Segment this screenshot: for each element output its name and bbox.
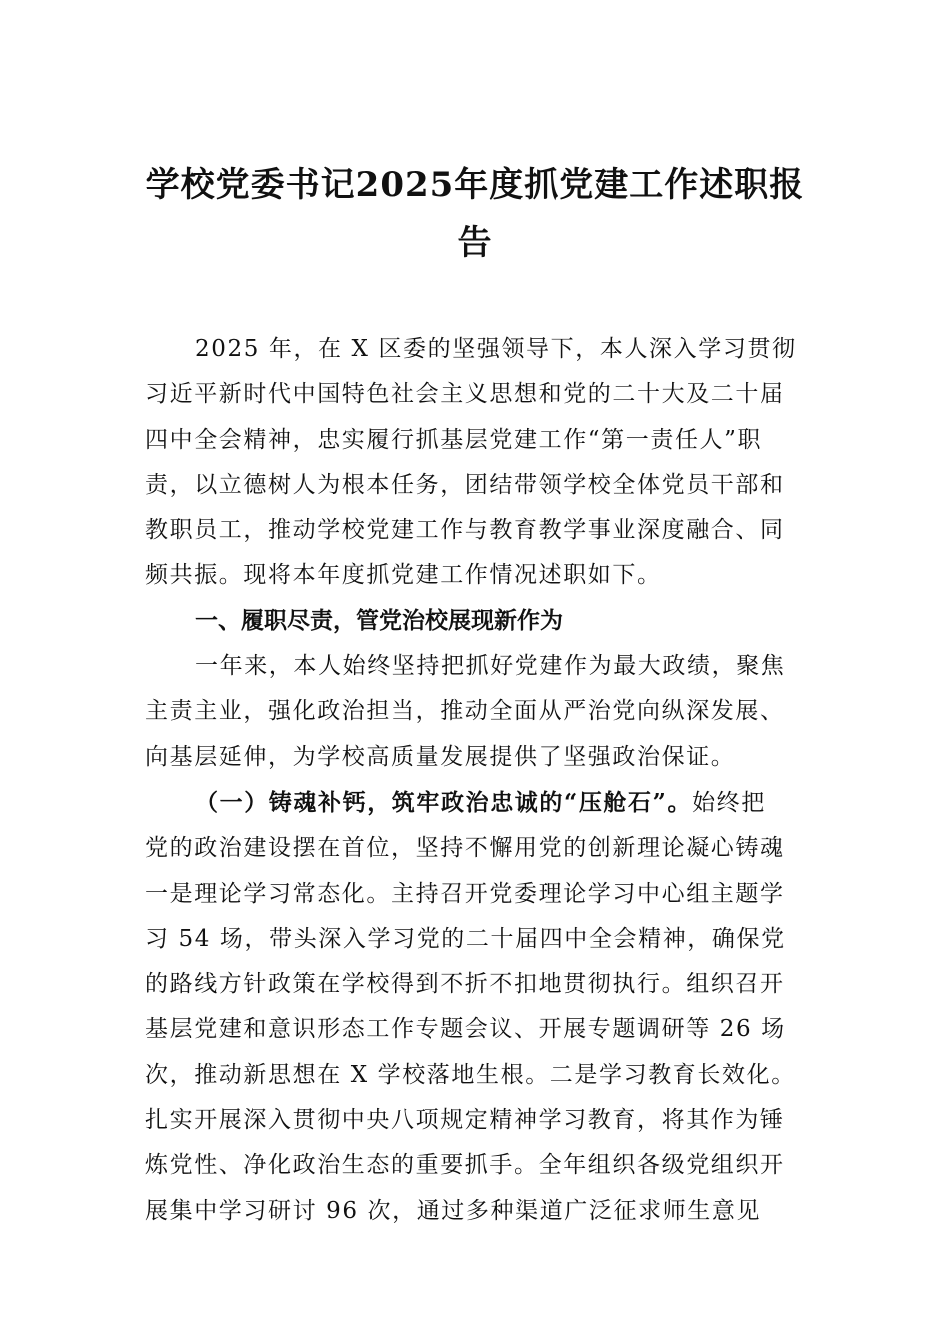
subsection-1-paragraph: [145, 780, 815, 1234]
subsection-1-line: 一是理论学习常态化。主持召开党委理论学习中心组主题学: [145, 880, 785, 907]
subsection-1-line: 习 54 场，带头深入学习党的二十届四中全会精神，确保党: [145, 925, 786, 952]
intro-line: 频共振。现将本年度抓党建工作情况述职如下。: [145, 562, 662, 589]
intro-line: 教职员工，推动学校党建工作与教育教学事业深度融合、同: [145, 517, 785, 544]
section-1-line: 一年来，本人始终坚持把抓好党建作为最大政绩，聚焦: [195, 653, 786, 680]
subsection-1-line: 党的政治建设摆在首位，坚持不懈用党的创新理论凝心铸魂: [145, 835, 785, 862]
subsection-1-first-line: [145, 780, 815, 826]
intro-line: 2025 年，在 X 区委的坚强领导下，本人深入学习贯彻: [195, 336, 797, 362]
section-1-line: 主责主业，强化政治担当，推动全面从严治党向纵深发展、: [145, 698, 785, 725]
document-body: [145, 327, 815, 1234]
subsection-1-lead-rest: 始终把: [692, 789, 766, 816]
title-line-1: 学校党委书记2025年度抓党建工作述职报: [145, 165, 805, 205]
section-1-paragraph: [145, 644, 815, 780]
subsection-1-line: 次，推动新思想在 X 学校落地生根。二是学习教育长效化。: [145, 1061, 796, 1088]
title-line-2: 告: [457, 223, 493, 263]
subsection-1-line: 基层党建和意识形态工作专题会议、开展专题调研等 26 场: [145, 1016, 786, 1043]
intro-line: 习近平新时代中国特色社会主义思想和党的二十大及二十届: [145, 381, 785, 408]
section-1-heading: 一、履职尽责，管党治校展现新作为: [195, 607, 563, 634]
document-title: [140, 156, 810, 272]
subsection-1-lead: （一）铸魂补钙，筑牢政治忠诚的“压舱石”。: [195, 788, 693, 816]
subsection-1-line: 展集中学习研讨 96 次，通过多种渠道广泛征求师生意见: [145, 1197, 762, 1224]
subsection-1-line: 炼党性、净化政治生态的重要抓手。全年组织各级党组织开: [145, 1152, 785, 1179]
subsection-1-line: 的路线方针政策在学校得到不折不扣地贯彻执行。组织召开: [145, 971, 785, 998]
intro-line: 四中全会精神，忠实履行抓基层党建工作“第一责任人”职: [145, 426, 763, 453]
section-1-line: 向基层延伸，为学校高质量发展提供了坚强政治保证。: [145, 743, 736, 770]
intro-paragraph: [145, 327, 815, 599]
subsection-1-line: 扎实开展深入贯彻中央八项规定精神学习教育，将其作为锤: [145, 1107, 785, 1134]
intro-line: 责，以立德树人为根本任务，团结带领学校全体党员干部和: [145, 471, 785, 498]
